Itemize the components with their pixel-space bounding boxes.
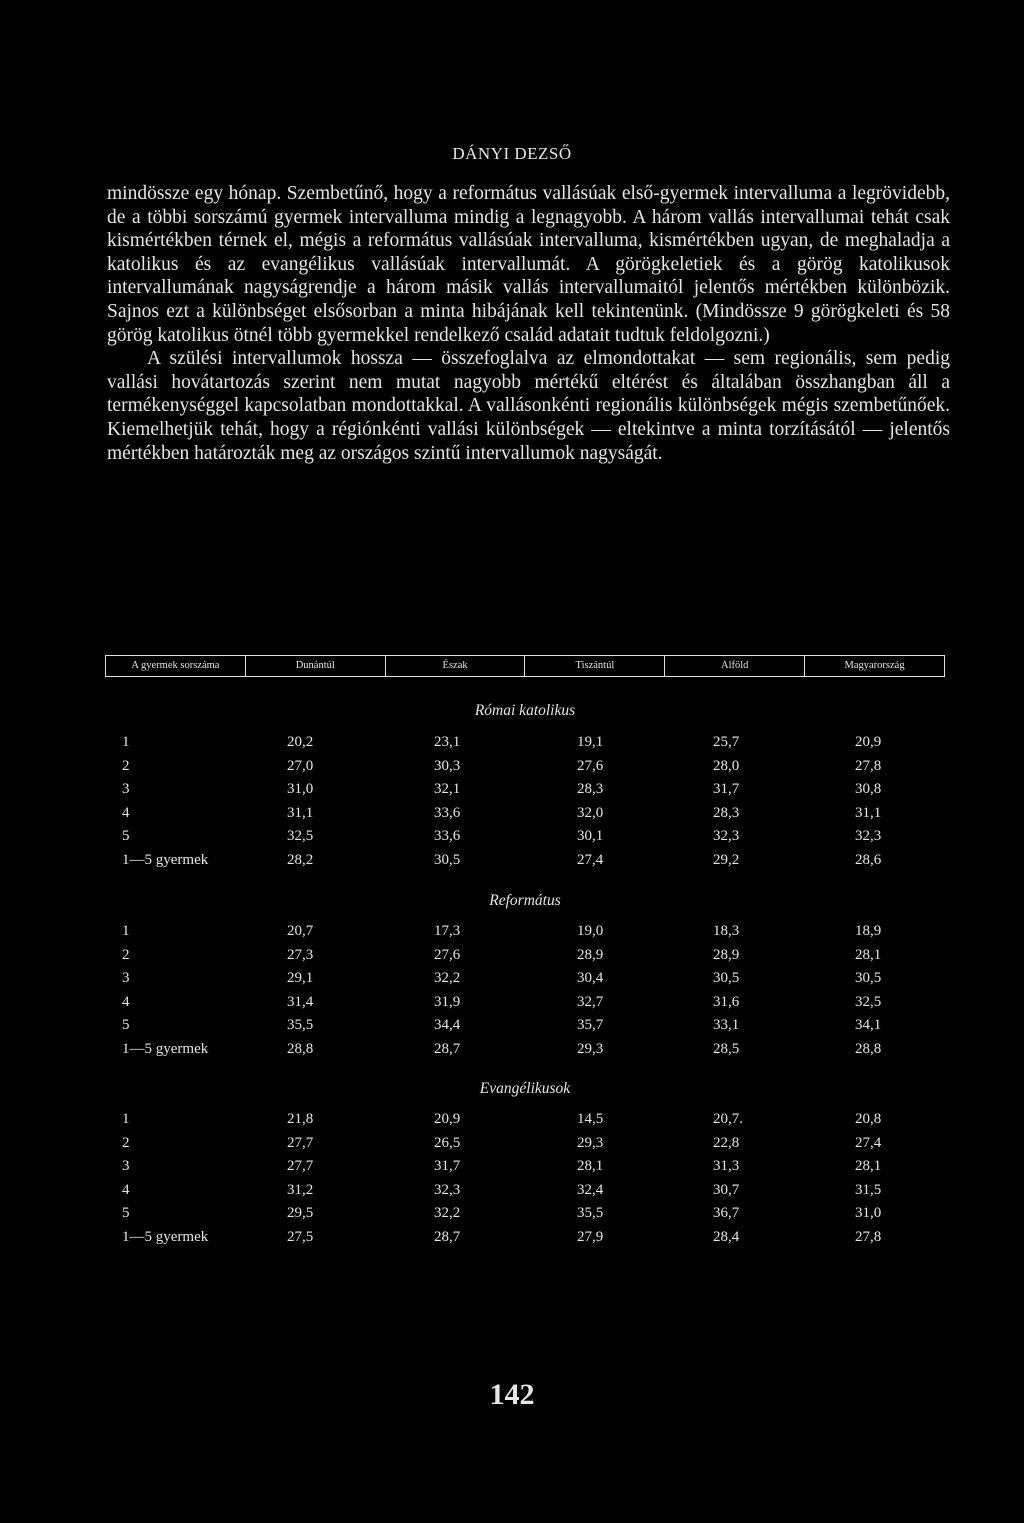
paragraph: A szülési intervallumok hossza — összefoglalva az elmondottakat — sem regionális, sem pedig vallási hovátartozás szerint nem mutat nagyobb mértékű eltérést és általában összhangban áll a termékenységgel kapcsolatban mondottakkal. A vallásonkénti regionális különbségek mégis szembetűnőek. Kiemelhetjük tehát, hogy a régiónkénti vallási különbségek — eltekintve a minta torzításától — jelentős mértékben határozták meg az országos szintű intervallumok nagyságát.: [107, 348, 950, 464]
table-cell: 32,5: [287, 828, 314, 845]
table-row: [0, 1038, 1024, 1060]
table-cell: 29,3: [577, 1041, 604, 1057]
column-header-eszak: Észak: [386, 656, 526, 676]
table-cell: 17,3: [434, 923, 461, 939]
table-cell: 30,5: [855, 970, 882, 987]
table-row: [0, 1202, 1024, 1224]
table-cell: 28,3: [713, 804, 740, 821]
table-cell: 31,4: [287, 993, 314, 1010]
table-cell: 28,4: [713, 1229, 740, 1245]
table-cell: 28,3: [577, 781, 604, 798]
table-cell: 3: [122, 970, 130, 987]
table-row: [0, 1132, 1024, 1154]
table-cell: 27,5: [287, 1229, 314, 1245]
section-title: Református: [489, 892, 561, 909]
table-cell: 32,3: [855, 828, 882, 845]
table-cell: 30,7: [713, 1181, 740, 1198]
table-cell: 27,7: [287, 1134, 314, 1151]
table-cell: 23,1: [434, 734, 461, 750]
table-row: [0, 1155, 1024, 1177]
table-cell: 28,5: [713, 1041, 740, 1057]
table-cell: 2: [122, 946, 130, 963]
table-cell: 29,5: [287, 1205, 314, 1222]
table-cell: 29,2: [713, 852, 740, 868]
table-cell: 34,4: [434, 1017, 461, 1034]
table-cell: 19,1: [577, 734, 604, 750]
table-cell: 5: [122, 1205, 130, 1222]
table-cell: 27,4: [577, 852, 604, 868]
table-cell: 25,7: [713, 734, 740, 750]
table-cell: 3: [122, 1158, 130, 1175]
table-cell: 30,5: [713, 970, 740, 987]
table-cell: 1: [122, 734, 130, 750]
table-cell: 27,6: [434, 946, 461, 963]
table-cell: 30,1: [577, 828, 604, 845]
table-row: [0, 825, 1024, 847]
table-row: [0, 967, 1024, 989]
table-cell: 30,4: [577, 970, 604, 987]
table-cell: 1: [122, 1111, 130, 1127]
table-cell: 31,6: [713, 993, 740, 1010]
column-header-tiszantul: Tiszántúl: [525, 656, 665, 676]
table-cell: 32,5: [855, 993, 882, 1010]
body-text: [107, 182, 950, 465]
table-cell: 21,8: [287, 1111, 314, 1127]
table-cell: 28,8: [855, 1041, 882, 1057]
table-cell: 31,2: [287, 1181, 314, 1198]
table-cell: 20,9: [855, 734, 882, 750]
table-cell: 1: [122, 923, 130, 939]
table-row: [0, 1108, 1024, 1130]
table-cell: 5: [122, 828, 130, 845]
table-cell: 27,7: [287, 1158, 314, 1175]
table-cell: 3: [122, 781, 130, 798]
table-cell: 27,0: [287, 757, 314, 774]
table-cell: 28,7: [434, 1041, 461, 1057]
table-cell: 14,5: [577, 1111, 604, 1127]
table-cell: 35,7: [577, 1017, 604, 1034]
table-cell: 4: [122, 804, 130, 821]
table-cell: 32,1: [434, 781, 461, 798]
page-number: 142: [489, 1378, 535, 1411]
table-cell: 5: [122, 1017, 130, 1034]
table-cell: 32,2: [434, 970, 461, 987]
table-cell: 33,1: [713, 1017, 740, 1034]
table-cell: 30,8: [855, 781, 882, 798]
table-cell: 32,3: [713, 828, 740, 845]
table-cell: 4: [122, 1181, 130, 1198]
table-cell: 28,6: [855, 852, 882, 868]
table-cell: 31,1: [855, 804, 882, 821]
table-cell: 20,7: [287, 923, 314, 939]
table-cell: 32,2: [434, 1205, 461, 1222]
table-cell: 32,0: [577, 804, 604, 821]
table-row: [0, 755, 1024, 777]
table-cell: 28,0: [713, 757, 740, 774]
table-cell: 35,5: [287, 1017, 314, 1034]
column-header-order: A gyermek sorszáma: [106, 656, 246, 676]
table-cell: 22,8: [713, 1134, 740, 1151]
table-row: [0, 731, 1024, 753]
table-cell: 1—5 gyermek: [122, 852, 209, 868]
table-row: [0, 1226, 1024, 1248]
section-title: Római katolikus: [474, 702, 576, 719]
table-cell: 31,7: [713, 781, 740, 798]
table-cell: 2: [122, 1134, 130, 1151]
table-cell: 36,7: [713, 1205, 740, 1222]
table-cell: 27,8: [855, 757, 882, 774]
table-cell: 28,9: [713, 946, 740, 963]
table-cell: 27,9: [577, 1229, 604, 1245]
table-cell: 28,7: [434, 1229, 461, 1245]
table-row: [0, 1179, 1024, 1201]
table-row: [0, 920, 1024, 942]
table-cell: 18,3: [713, 923, 740, 939]
table-cell: 34,1: [855, 1017, 882, 1034]
table-cell: 31,0: [287, 781, 314, 798]
table-cell: 28,2: [287, 852, 314, 868]
table-cell: 27,6: [577, 757, 604, 774]
table-cell: 28,1: [577, 1158, 604, 1175]
table-cell: 32,4: [577, 1181, 604, 1198]
table-row: [0, 944, 1024, 966]
table-cell: 26,5: [434, 1134, 461, 1151]
table-cell: 27,8: [855, 1229, 882, 1245]
table-cell: 1—5 gyermek: [122, 1229, 209, 1245]
running-head: DÁNYI DEZSŐ: [452, 144, 572, 163]
table-cell: 29,1: [287, 970, 314, 987]
table-cell: 35,5: [577, 1205, 604, 1222]
table-cell: 31,7: [434, 1158, 461, 1175]
table-row: [0, 991, 1024, 1013]
table-cell: 33,6: [434, 828, 461, 845]
table-column-header: [105, 655, 945, 677]
table-cell: 28,1: [855, 946, 882, 963]
table-cell: 27,3: [287, 946, 314, 963]
table-row: [0, 802, 1024, 824]
table-cell: 31,9: [434, 993, 461, 1010]
table-cell: 29,3: [577, 1134, 604, 1151]
table-cell: 28,1: [855, 1158, 882, 1175]
table-row: [0, 1014, 1024, 1036]
table-cell: 28,8: [287, 1041, 314, 1057]
table-cell: 31,3: [713, 1158, 740, 1175]
table-cell: 31,5: [855, 1181, 882, 1198]
table-cell: 20,8: [855, 1111, 882, 1127]
table-cell: 32,3: [434, 1181, 461, 1198]
table-cell: 32,7: [577, 993, 604, 1010]
table-cell: 28,9: [577, 946, 604, 963]
table-cell: 31,0: [855, 1205, 882, 1222]
table-cell: 20,9: [434, 1111, 461, 1127]
section-title: Evangélikusok: [479, 1080, 571, 1097]
column-header-dunantul: Dunántúl: [246, 656, 386, 676]
table-cell: 30,3: [434, 757, 461, 774]
table-row: [0, 778, 1024, 800]
table-cell: 19,0: [577, 923, 604, 939]
column-header-magyarorszag: Magyarország: [844, 660, 905, 671]
table-cell: 31,1: [287, 804, 314, 821]
paragraph: mindössze egy hónap. Szembetűnő, hogy a református vallásúak első-gyermek intervalluma a legrövidebb, de a többi sorszámú gyermek intervalluma mindig a legnagyobb. A három vallás intervallumai tehát csak kismértékben térnek el, mégis a református vallásúak intervalluma, kismértékben ugyan, de meghaladja a katolikus és az evangélikus vallásúak intervallumát. A görögkeletiek és a görög katolikusok intervallumának nagyságrendje a három másik vallás intervallumaitól jelentős mértékben különbözik. Sajnos ezt a különbséget elsősorban a minta hibájának kell tekintenünk. (Mindössze 9 görögkeleti és 58 görög katolikus ötnél több gyermekkel rendelkező család adatait tudtuk feldolgozni.): [107, 183, 950, 346]
table-cell: 27,4: [855, 1134, 882, 1151]
table-cell: 33,6: [434, 804, 461, 821]
table-cell: 18,9: [855, 923, 882, 939]
table-cell: 2: [122, 757, 130, 774]
table-cell: 20,7.: [713, 1111, 743, 1127]
column-header-alfold: Alföld: [665, 656, 805, 676]
table-cell: 30,5: [434, 852, 461, 868]
table-cell: 1—5 gyermek: [122, 1041, 209, 1057]
table-row: [0, 849, 1024, 871]
table-cell: 20,2: [287, 734, 314, 750]
table-cell: 4: [122, 993, 130, 1010]
